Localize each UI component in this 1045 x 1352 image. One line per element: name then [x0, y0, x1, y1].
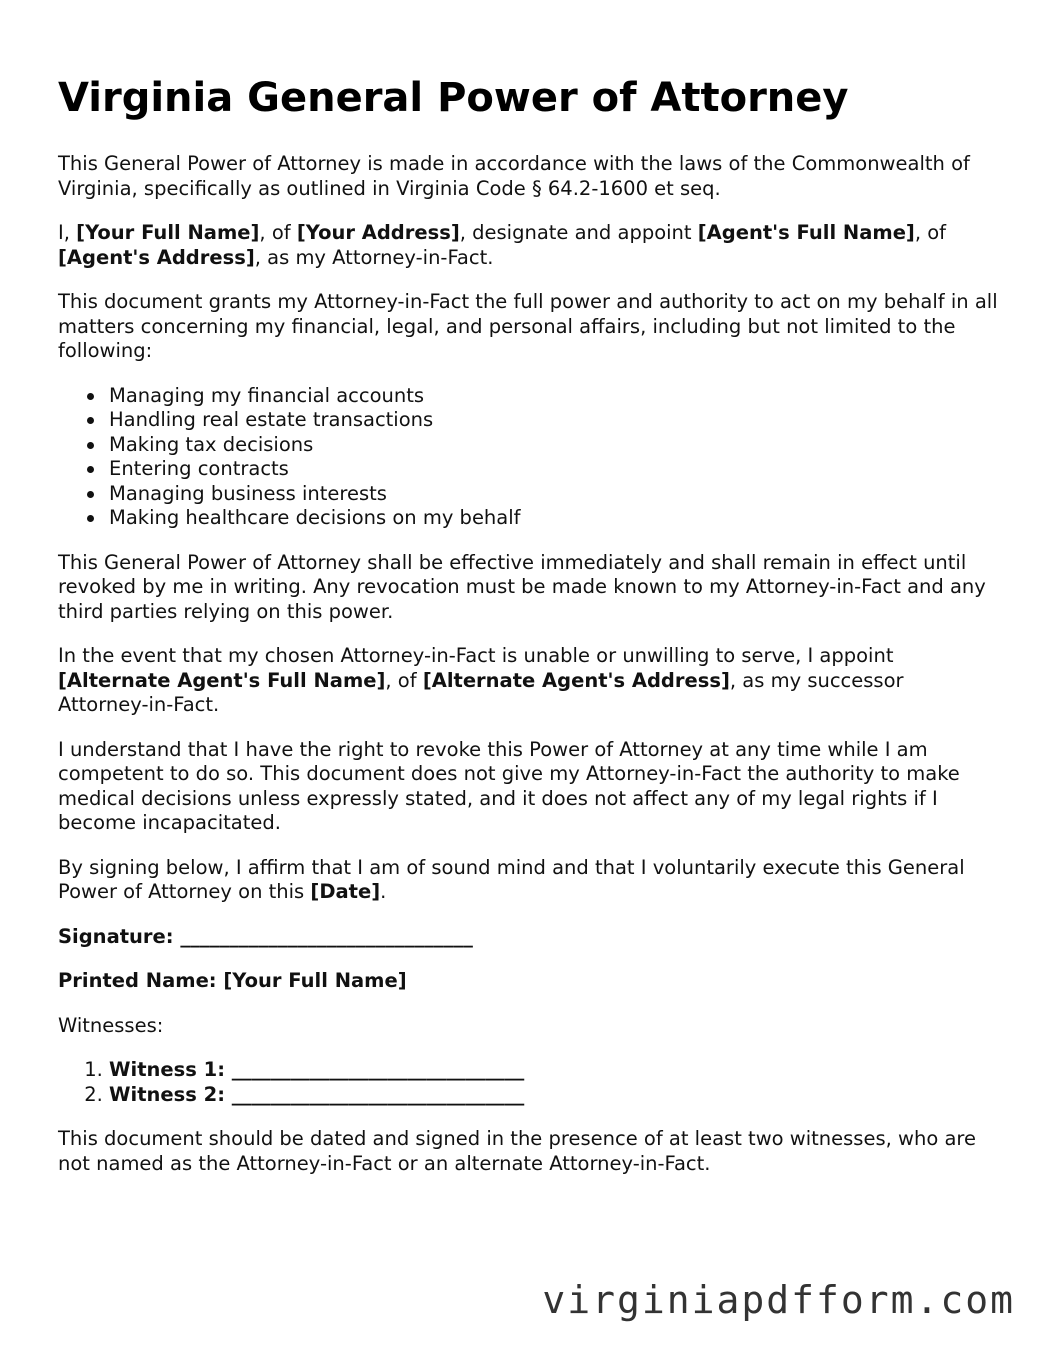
intro-paragraph: This General Power of Attorney is made in accordance with the laws of the Commonwealth of Virginia, specifically as outlined in Virginia Code § 64.2-1600 et seq. [58, 152, 970, 200]
witness-2-blank: ______________________________ [231, 1082, 525, 1106]
date-field: [Date] [310, 880, 381, 903]
document-title: Virginia General Power of Attorney [58, 75, 849, 121]
list-item: Making healthcare decisions on my behalf [109, 506, 998, 531]
witness-1-blank: ______________________________ [231, 1058, 525, 1081]
alternate-agent-name-field: [Alternate Agent's Full Name] [58, 668, 386, 692]
successor-paragraph: In the event that my chosen Attorney-in-Fact is unable or unwilling to serve, I appoint [Alternate Agent's Full Name], of [Alternate Agent's Address], as my successor Attorney-in-Fact. [58, 644, 904, 716]
document-page [58, 72, 998, 1196]
watermark: virginiapdfform.com [542, 1278, 1015, 1322]
list-item: Handling real estate transactions [109, 408, 998, 433]
signature-line [58, 925, 998, 950]
principal-name-field: [Your Full Name] [76, 221, 260, 244]
rights-paragraph: I understand that I have the right to revoke this Power of Attorney at any time while I am competent to do so. This document does not give my Attorney-in-Fact the authority to make medical decisions unless expressly stated, and it does not affect any of my legal rights if I become incapacitated. [58, 737, 960, 834]
printed-name: Printed Name: [Your Full Name] [58, 969, 407, 992]
list-item: 2. Witness 2: ______________________________ [109, 1083, 998, 1108]
grant-paragraph: This document grants my Attorney-in-Fact the full power and authority to act on my behalf in all matters concerning my financial, legal, and personal affairs, including but not limited to the following: [58, 290, 998, 362]
appointment-paragraph: I, [Your Full Name], of [Your Address], designate and appoint [Agent's Full Name], of [Agent's Address], as my Attorney-in-Fact. [58, 221, 947, 269]
alternate-agent-address-field: [Alternate Agent's Address] [422, 668, 730, 692]
list-item: Managing business interests [109, 482, 998, 507]
witnesses-list [58, 1058, 998, 1107]
signature-label: Signature: [58, 924, 181, 948]
list-item: Making tax decisions [109, 433, 998, 458]
signature-blank: ______________________________ [180, 924, 473, 948]
witnesses-label: Witnesses: [58, 1013, 164, 1037]
agent-address-field: [Agent's Address] [58, 245, 255, 269]
list-item: Entering contracts [109, 457, 998, 482]
effective-paragraph: This General Power of Attorney shall be effective immediately and shall remain in effect until revoked by me in writing. Any revocation must be made known to my Attorney-in-Fact and any third parties relying on this power. [58, 550, 986, 623]
powers-list [58, 384, 998, 531]
list-item: Managing my financial accounts [109, 384, 998, 409]
list-item: 1. Witness 1: ______________________________ [109, 1058, 998, 1083]
closing-paragraph: This document should be dated and signed in the presence of at least two witnesses, who are not named as the Attorney-in-Fact or an alternate Attorney-in-Fact. [58, 1127, 976, 1175]
affirm-paragraph: By signing below, I affirm that I am of sound mind and that I voluntarily execute this General Power of Attorney on this [Date]. [58, 855, 965, 903]
principal-address-field: [Your Address] [296, 221, 460, 244]
agent-name-field: [Agent's Full Name] [697, 221, 915, 244]
